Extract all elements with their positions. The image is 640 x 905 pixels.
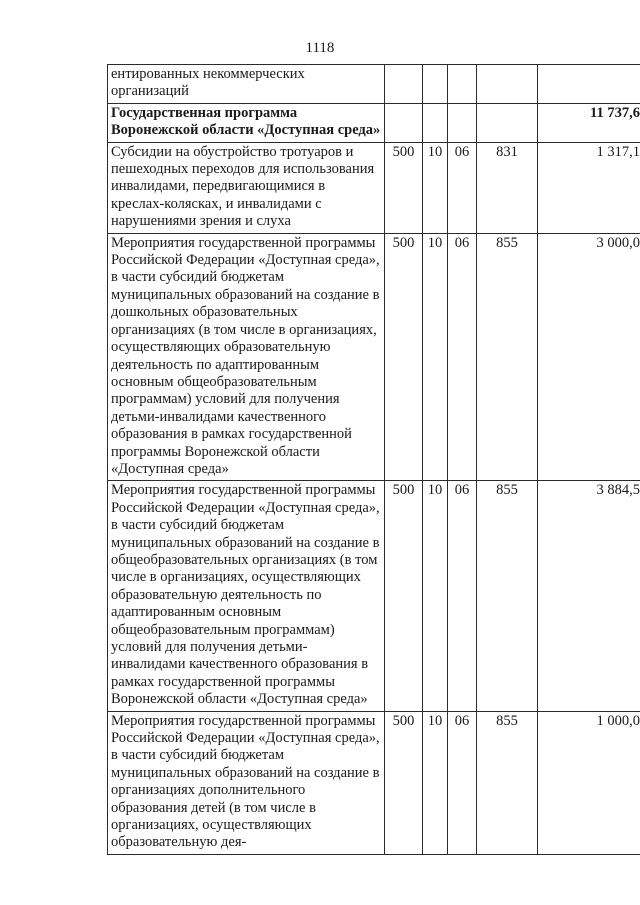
row-section-code — [423, 65, 448, 104]
row-sum: 11 737,6 — [538, 103, 640, 142]
row-section-code: 10 — [423, 142, 448, 233]
row-subsection-code: 06 — [448, 711, 477, 854]
table-row — [108, 233, 640, 481]
row-sum: 1 000,0 — [538, 711, 640, 854]
table-row — [108, 103, 640, 142]
row-section-code: 10 — [423, 711, 448, 854]
row-sum — [538, 65, 640, 104]
row-subsection-code: 06 — [448, 142, 477, 233]
row-subsection-code — [448, 103, 477, 142]
budget-table — [107, 64, 640, 855]
page-number: 1118 — [305, 40, 335, 56]
table-row — [108, 65, 640, 104]
row-grbs-code: 500 — [385, 233, 423, 481]
row-expense-type-code: 855 — [477, 481, 538, 711]
row-grbs-code — [385, 103, 423, 142]
row-expense-type-code: 855 — [477, 711, 538, 854]
table-row — [108, 142, 640, 233]
row-expense-type-code: 831 — [477, 142, 538, 233]
row-name: Мероприятия государственной программы Российской Федерации «Доступная среда», в части субсидий бюджетам муниципальных образований на создание в организациях дополнительного образования детей (в том числе в организациях, осуществляющих образовательную дея- — [108, 711, 385, 854]
row-grbs-code: 500 — [385, 481, 423, 711]
row-expense-type-code — [477, 65, 538, 104]
row-grbs-code — [385, 65, 423, 104]
table-row — [108, 481, 640, 711]
row-subsection-code — [448, 65, 477, 104]
row-name: Мероприятия государственной программы Российской Федерации «Доступная среда», в части субсидий бюджетам муниципальных образований на создание в общеобразовательных организациях (в том числе в организациях, осуществляющих образовательную деятельность по адаптированным основным общеобразовательным программам) условий для получения детьми-инвалидами качественного образования в рамках государственной программы Воронежской области «Доступная среда» — [108, 481, 385, 711]
row-section-code — [423, 103, 448, 142]
row-name: Мероприятия государственной программы Российской Федерации «Доступная среда», в части субсидий бюджетам муниципальных образований на создание в дошкольных образовательных организациях (в том числе в организациях, осуществляющих образовательную деятельность по адаптированным основным общеобразовательным программам) условий для получения детьми-инвалидами качественного образования в рамках государственной программы Воронежской области «Доступная среда» — [108, 233, 385, 481]
row-expense-type-code: 855 — [477, 233, 538, 481]
row-grbs-code: 500 — [385, 142, 423, 233]
row-section-code: 10 — [423, 233, 448, 481]
row-expense-type-code — [477, 103, 538, 142]
row-name: Государственная программа Воронежской области «Доступная среда» — [108, 103, 385, 142]
table-row — [108, 711, 640, 854]
row-section-code: 10 — [423, 481, 448, 711]
row-name: Субсидии на обустройство тротуаров и пешеходных переходов для использования инвалидами, передвигающимися в креслах-колясках, и инвалидами с нарушениями зрения и слуха — [108, 142, 385, 233]
row-grbs-code: 500 — [385, 711, 423, 854]
row-sum: 3 000,0 — [538, 233, 640, 481]
row-sum: 3 884,5 — [538, 481, 640, 711]
row-subsection-code: 06 — [448, 233, 477, 481]
row-name: ентированных некоммерческих организаций — [108, 65, 385, 104]
row-subsection-code: 06 — [448, 481, 477, 711]
row-sum: 1 317,1 — [538, 142, 640, 233]
